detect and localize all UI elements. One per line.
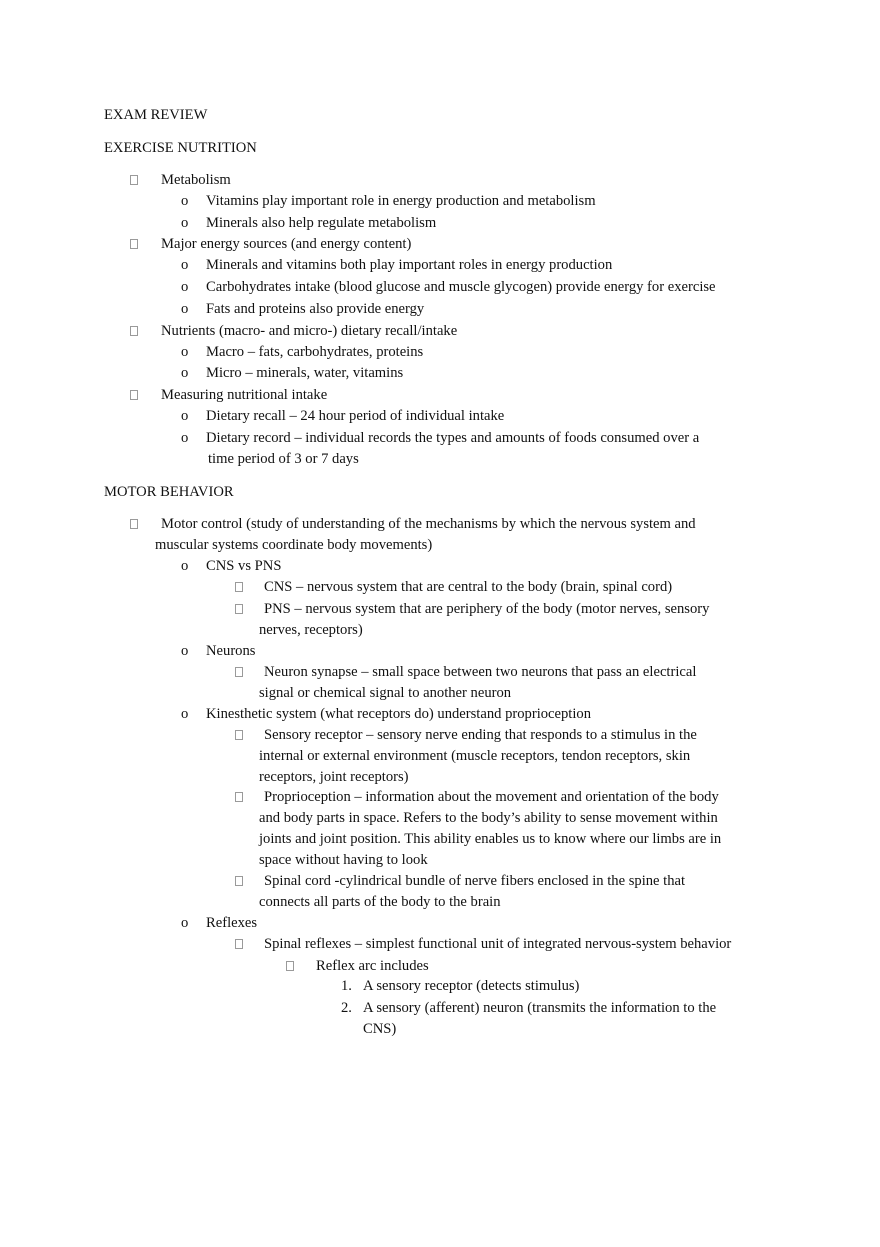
bullet-box-icon — [235, 582, 243, 592]
sub-bullet-icon: o — [181, 257, 189, 273]
list-item: Spinal reflexes – simplest functional unit of integrated nervous-system behavior — [264, 936, 732, 952]
bullet-box-icon — [235, 730, 243, 740]
sub-bullet-icon: o — [181, 915, 189, 931]
list-item: Motor control (study of understanding of the mechanisms by which the nervous system and — [161, 516, 696, 532]
list-item-continuation: time period of 3 or 7 days — [208, 451, 359, 467]
list-item: Dietary recall – 24 hour period of individual intake — [206, 408, 505, 424]
section-heading-motor-behavior: MOTOR BEHAVIOR — [104, 484, 234, 500]
list-item: Spinal cord -cylindrical bundle of nerve fibers enclosed in the spine that — [264, 873, 686, 889]
document-title: EXAM REVIEW — [104, 107, 208, 123]
list-item: Carbohydrates intake (blood glucose and muscle glycogen) provide energy for exercise — [206, 279, 716, 295]
list-item: Reflex arc includes — [316, 958, 429, 974]
list-item: Minerals also help regulate metabolism — [206, 215, 437, 231]
list-item-continuation: connects all parts of the body to the brain — [259, 894, 501, 910]
sub-bullet-icon: o — [181, 706, 189, 722]
list-item: CNS vs PNS — [206, 558, 282, 574]
bullet-box-icon — [235, 939, 243, 949]
list-item-continuation: muscular systems coordinate body movements) — [155, 537, 433, 553]
sub-bullet-icon: o — [181, 193, 189, 209]
list-item-continuation: CNS) — [363, 1021, 397, 1037]
bullet-box-icon — [130, 519, 138, 529]
list-item: Micro – minerals, water, vitamins — [206, 365, 404, 381]
list-item: Neurons — [206, 643, 256, 659]
sub-bullet-icon: o — [181, 365, 189, 381]
list-item: PNS – nervous system that are periphery of the body (motor nerves, sensory — [264, 601, 710, 617]
bullet-box-icon — [235, 667, 243, 677]
list-item: CNS – nervous system that are central to the body (brain, spinal cord) — [264, 579, 673, 595]
sub-bullet-icon: o — [181, 558, 189, 574]
list-item: Proprioception – information about the movement and orientation of the body — [264, 789, 719, 805]
list-item: Fats and proteins also provide energy — [206, 301, 425, 317]
bullet-box-icon — [130, 326, 138, 336]
bullet-box-icon — [235, 604, 243, 614]
sub-bullet-icon: o — [181, 215, 189, 231]
list-item: Neuron synapse – small space between two neurons that pass an electrical — [264, 664, 697, 680]
sub-bullet-icon: o — [181, 301, 189, 317]
list-item-continuation: receptors, joint receptors) — [259, 769, 409, 785]
list-item: Dietary record – individual records the types and amounts of foods consumed over a — [206, 430, 700, 446]
bullet-box-icon — [286, 961, 294, 971]
list-item-continuation: internal or external environment (muscle receptors, tendon receptors, skin — [259, 748, 691, 764]
sub-bullet-icon: o — [181, 344, 189, 360]
sub-bullet-icon: o — [181, 643, 189, 659]
list-item: Metabolism — [161, 172, 231, 188]
sub-bullet-icon: o — [181, 279, 189, 295]
list-number: 1. — [341, 978, 352, 994]
list-item: Major energy sources (and energy content) — [161, 236, 412, 252]
list-item-continuation: space without having to look — [259, 852, 428, 868]
list-item: Sensory receptor – sensory nerve ending that responds to a stimulus in the — [264, 727, 697, 743]
list-item: Vitamins play important role in energy production and metabolism — [206, 193, 596, 209]
bullet-box-icon — [130, 175, 138, 185]
bullet-box-icon — [130, 239, 138, 249]
section-heading-exercise-nutrition: EXERCISE NUTRITION — [104, 140, 257, 156]
list-item: A sensory receptor (detects stimulus) — [363, 978, 580, 994]
list-item-continuation: signal or chemical signal to another neuron — [259, 685, 512, 701]
list-item: Reflexes — [206, 915, 258, 931]
list-item: Kinesthetic system (what receptors do) understand proprioception — [206, 706, 592, 722]
list-item-continuation: joints and joint position. This ability enables us to know where our limbs are in — [259, 831, 722, 847]
bullet-box-icon — [235, 792, 243, 802]
sub-bullet-icon: o — [181, 408, 189, 424]
list-item-continuation: nerves, receptors) — [259, 622, 363, 638]
sub-bullet-icon: o — [181, 430, 189, 446]
list-number: 2. — [341, 1000, 352, 1016]
list-item: Macro – fats, carbohydrates, proteins — [206, 344, 424, 360]
list-item: Measuring nutritional intake — [161, 387, 328, 403]
list-item: Minerals and vitamins both play important roles in energy production — [206, 257, 613, 273]
bullet-box-icon — [235, 876, 243, 886]
bullet-box-icon — [130, 390, 138, 400]
list-item: A sensory (afferent) neuron (transmits the information to the — [363, 1000, 717, 1016]
list-item: Nutrients (macro- and micro-) dietary recall/intake — [161, 323, 458, 339]
list-item-continuation: and body parts in space. Refers to the body’s ability to sense movement within — [259, 810, 718, 826]
